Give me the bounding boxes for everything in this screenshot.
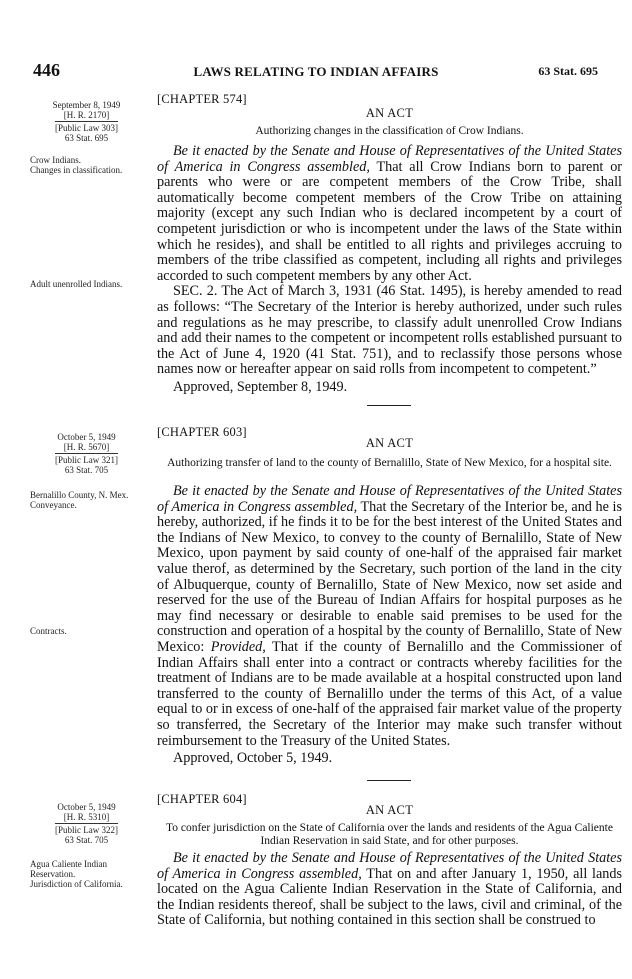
- margin-bill: [H. R. 2170]: [63, 110, 110, 120]
- act-body: [157, 851, 622, 929]
- chapter-heading: [CHAPTER 603]: [157, 425, 247, 439]
- margin-citation: [24, 802, 149, 845]
- chapter-heading: [CHAPTER 604]: [157, 792, 247, 806]
- enacting-clause: Be it enacted by the Senate and House of Representatives of the United States of America in Congress assembled,: [157, 483, 622, 515]
- margin-stat: 63 Stat. 695: [64, 133, 109, 143]
- side-note-text: Crow Indians.: [30, 155, 81, 165]
- margin-public-law: [Public Law 321]: [55, 455, 118, 465]
- margin-stat: 63 Stat. 705: [64, 835, 109, 845]
- side-note-text: Agua Caliente Indian Reservation.: [30, 859, 107, 879]
- side-note-text: Adult unenrolled Indians.: [30, 279, 123, 289]
- act-text: [157, 484, 622, 767]
- section-2: SEC. 2. The Act of March 3, 1931 (46 Stat. 1495), is hereby amended to read as follows: “The Secretary of the Interior is hereby authorized, under such rules and regulations as he may prescribe, to classify adult unenrolled Crow Indians and add their names to the competent or incompetent rolls established pursuant to the Act of June 4, 1920 (41 Stat. 751), and to reclassify those persons whose names now or hereafter appear on said rolls from incompetent to competent.”: [157, 283, 622, 378]
- margin-stat: 63 Stat. 705: [64, 465, 109, 475]
- act-body: [157, 484, 622, 749]
- body-text: That on and after January 1, 1950, all lands located on the Agua Caliente Indian Reservation in the State of California, and the Indian residents thereof, shall be subject to the laws, civil and criminal, of the State of California, but nothing contained in this section shall be construed to: [157, 865, 623, 929]
- act-heading: AN ACT: [365, 803, 414, 817]
- body-text-proviso: That if the county of Bernalillo and the Commissioner of Indian Affairs shall enter into a contract or contracts whereby facilities for the treatment of Indians are to be made available at a hospital constructed upon land transferred to the county of Bernalillo under the terms of this Act, of a value equal to or in excess of one-half of the appraised fair market value of the property so transferred, the Secretary of the Interior may make such transfer without reimbursement to the Treasury of the United States.: [157, 638, 622, 749]
- margin-citation: [24, 100, 149, 143]
- margin-date: October 5, 1949: [57, 432, 116, 442]
- running-title: LAWS RELATING TO INDIAN AFFAIRS: [193, 64, 439, 79]
- section-divider: [367, 780, 411, 781]
- chapter-heading: [CHAPTER 574]: [157, 92, 247, 106]
- side-note-text: Bernalillo County, N. Mex.: [30, 490, 129, 500]
- proviso: Provided,: [210, 638, 266, 655]
- section-1: [157, 144, 622, 284]
- side-note: [30, 859, 148, 889]
- margin-bill: [H. R. 5310]: [63, 812, 110, 822]
- side-note-text: Contracts.: [30, 626, 67, 636]
- margin-date: October 5, 1949: [57, 802, 116, 812]
- margin-date: September 8, 1949: [52, 100, 121, 110]
- act-heading: AN ACT: [365, 436, 414, 450]
- side-note-text: Jurisdiction of California.: [30, 879, 123, 889]
- side-note-text: Changes in classification.: [30, 165, 123, 175]
- enacting-clause: Be it enacted by the Senate and House of Representatives of the United States of America in Congress assembled,: [157, 850, 622, 882]
- act-description: Authorizing transfer of land to the county of Bernalillo, State of New Mexico, for a hospital site.: [167, 457, 612, 469]
- side-note: [30, 155, 148, 175]
- act-description: Authorizing changes in the classification of Crow Indians.: [255, 125, 524, 137]
- approval-line: Approved, October 5, 1949.: [173, 750, 333, 767]
- side-note: [30, 626, 148, 636]
- act-text: [157, 144, 622, 396]
- side-note: [30, 490, 148, 510]
- margin-citation: [24, 432, 149, 475]
- act-description: To confer jurisdiction on the State of California over the lands and residents of the Agua Caliente Indian Reservation in said State, and for other purposes.: [166, 822, 613, 847]
- margin-public-law: [Public Law 322]: [55, 825, 118, 835]
- approval-line: Approved, September 8, 1949.: [173, 378, 348, 395]
- running-header: [0, 60, 632, 82]
- section-divider: [367, 405, 411, 406]
- act-text: [157, 851, 622, 929]
- statute-reference: 63 Stat. 695: [538, 64, 598, 78]
- section-1-text: That all Crow Indians born to parent or parents who were or are competent members of the Crow Tribe, shall automatically become competent members of the Crow Tribe on attaining majority (except any such Indian who is declared incompetent by a court of competent jurisdiction or who is incompetent under the laws of the State within which he resides), and shall be entitled to all rights and privileges accruing to members of the tribe classified as competent, including all rights and privileges accorded to such competent members by any other Act.: [157, 158, 623, 284]
- margin-public-law: [Public Law 303]: [55, 123, 118, 133]
- body-text: That the Secretary of the Interior be, and he is hereby, authorized, if he finds it to be for the best interest of the United States and the Indians of New Mexico, to convey to the county of Bernalillo, State of New Mexico, upon payment by said county of one-half of the appraised fair market value therof, as determined by the Secretary, such portion of the land in the city of Albuquerque, county of Bernalillo, State of New Mexico, now set aside and reserved for the use of the Bureau of Indian Affairs for hospital purposes as he may find necessary or desirable to enable said premises to be used for the construction and operation of a hospital by the county of Bernalillo, State of New Mexico:: [157, 498, 622, 655]
- margin-bill: [H. R. 5670]: [63, 442, 110, 452]
- page-number: 446: [33, 60, 60, 80]
- side-note: [30, 279, 148, 289]
- act-heading: AN ACT: [365, 106, 414, 120]
- side-note-text: Conveyance.: [30, 500, 77, 510]
- enacting-clause: Be it enacted by the Senate and House of Representatives of the United States of America in Congress assembled,: [157, 143, 622, 175]
